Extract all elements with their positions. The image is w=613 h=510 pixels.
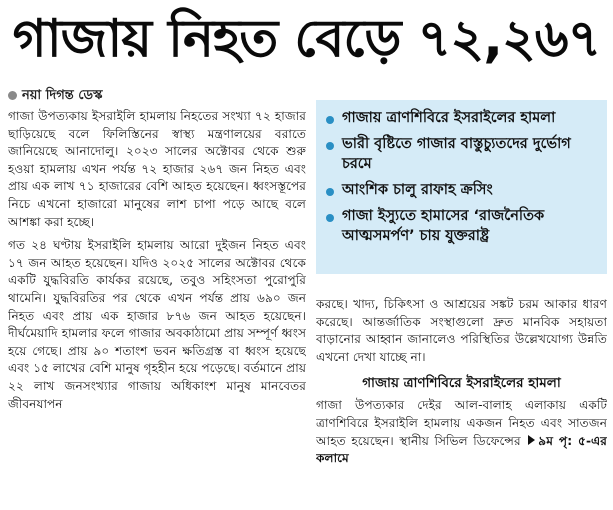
bullet-icon bbox=[326, 214, 334, 222]
sub-article-paragraph bbox=[316, 397, 607, 467]
arrow-right-icon bbox=[528, 435, 535, 445]
subheading: গাজায় ত্রাণশিবিরে ইসরাইলের হামলা bbox=[362, 375, 561, 392]
related-item-2-text: ভারী বৃষ্টিতে গাজার বাস্তুচ্যুতদের দুর্ভোগ চরমে bbox=[342, 136, 571, 172]
related-item-2[interactable] bbox=[324, 134, 599, 174]
bullet-icon bbox=[326, 188, 334, 196]
bullet-icon bbox=[326, 142, 334, 150]
related-item-1-text: গাজায় ত্রাণশিবিরে ইসরাইলের হামলা bbox=[342, 110, 556, 126]
byline bbox=[8, 86, 102, 107]
article-paragraph-2: গত ২৪ ঘণ্টায় ইসরাইলি হামলায় আরো দুইজন নিহত এবং ১৭ জন আহত হয়েছেন। যদিও ২০২৫ সালের অক্টোবর থেকে একটি যুদ্ধবিরতি কার্যকর রয়েছে, তবুও সহিংসতা পুরোপুরি থামেনি। যুদ্ধবিরতির পর থেকে এখন পর্যন্ত প্রায় ৬৯০ জন নিহত এবং প্রায় এক হাজার ৮৭৬ জন আহত হয়েছেন। দীর্ঘমেয়াদি হামলার ফলে গাজার অবকাঠামো প্রায় সম্পূর্ণ ধ্বংস হয়ে গেছে। প্রায় ৯০ শতাংশ ভবন ক্ষতিগ্রস্ত বা ধ্বংস হয়েছে এবং ১৫ লাখের বেশি মানুষ গৃহহীন হয়ে পড়েছে। বর্তমানে প্রায় ২২ লাখ জনসংখ্যার গাজায় অধিকাংশ মানুষ মানবেতর জীবনযাপন bbox=[8, 238, 306, 411]
continuation-paragraph: করছে। খাদ্য, চিকিৎসা ও আশ্রয়ের সঙ্কট চরম আকার ধারণ করেছে। আন্তর্জাতিক সংস্থাগুলো দ্রুত মানবিক সহায়তা বাড়ানোর আহ্বান জানালেও পরিস্থিতির উল্লেখযোগ্য উন্নতি এখনো দেখা যাচ্ছে না। bbox=[316, 297, 607, 364]
related-item-1[interactable] bbox=[324, 108, 599, 128]
article-right-column bbox=[316, 296, 607, 508]
jump-text: ৯ম পৃ: ৫-এর কলামে bbox=[316, 433, 607, 466]
byline-text: নয়া দিগন্ত ডেস্ক bbox=[22, 88, 103, 103]
headline: গাজায় নিহত বেড়ে ৭২,২৬৭ bbox=[12, 9, 601, 69]
sub-article-text: গাজা উপত্যকার দেইর আল-বালাহ এলাকায় একটি ত্রাণশিবিরে ইসরাইলি হামলায় একজন নিহত এবং সাতজন আহত হয়েছেন। স্থানীয় সিভিল ডিফেন্সের bbox=[316, 398, 607, 448]
article-left-column bbox=[8, 108, 306, 506]
related-item-4-text: গাজা ইস্যুতে হামাসের ‘রাজনৈতিক আত্মসমর্পণ’ চায় যুক্তরাষ্ট্র bbox=[342, 208, 545, 244]
bullet-dot-icon bbox=[8, 91, 17, 100]
related-item-3[interactable] bbox=[324, 180, 599, 200]
related-item-4[interactable] bbox=[324, 206, 599, 246]
related-item-3-text: আংশিক চালু রাফাহ ক্রসিং bbox=[342, 182, 493, 198]
bullet-icon bbox=[326, 116, 334, 124]
related-news-box bbox=[316, 100, 607, 274]
article-paragraph-1: গাজা উপত্যকায় ইসরাইলি হামলায় নিহতের সংখ্যা ৭২ হাজার ছাড়িয়েছে বলে ফিলিস্তিনের স্বাস্থ্য মন্ত্রণালয়ের বরাতে জানিয়েছে আনাদোলু। ২০২৩ সালের অক্টোবর থেকে শুরু হওয়া হামলায় এখন পর্যন্ত ৭২ হাজার ২৬৭ জন নিহত এবং প্রায় এক লাখ ৭১ হাজারের বেশি আহত হয়েছেন। ধ্বংসস্তূপের নিচে এখনো হাজারো মানুষের লাশ চাপা পড়ে আছে বলে আশঙ্কা করা হচ্ছে। bbox=[8, 109, 306, 229]
